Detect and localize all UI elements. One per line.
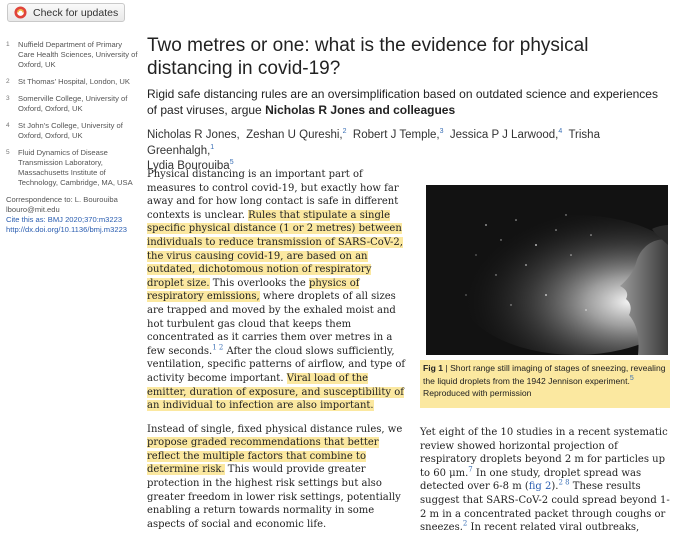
affiliation-2 [6,77,138,87]
highlight: physics of respiratory emissions, [147,277,360,303]
affiliation-text: Fluid Dynamics of Disease Transmission Laboratory, Massachusetts Institute of Technology, Cambridge, MA, USA [18,148,133,187]
author-name[interactable]: Zeshan U Qureshi, [246,129,343,141]
affiliation-5 [6,148,138,188]
check-for-updates-label: Check for updates [33,6,119,19]
body-paragraph [147,423,408,532]
text-run: Instead of single, fixed physical distance rules, we [147,423,403,435]
reference-link[interactable]: 1 2 [212,343,224,352]
highlight: propose graded recommendations that better reflect the multiple factors that combine to determine risk. [147,437,379,476]
affiliation-number: 3 [6,95,10,102]
text-run: These results suggest that SARS-CoV-2 could spread beyond 1-2 m in a concentrated packet through coughs or sneezes. [420,481,670,534]
text-run: This would provide greater protection in the highest risk settings but also greater freedom in lower risk settings, potentially enabling a return towards normality in some aspects of social and economic life. [147,464,401,530]
affiliation-3 [6,94,138,114]
body-column-right [420,426,670,535]
standfirst-authors: Nicholas R Jones and colleagues [265,103,456,117]
affiliation-text: Somerville College, University of Oxford, Oxford, UK [18,94,128,113]
highlight: Rules that stipulate a single specific physical distance (1 or 2 metres) between individuals to reduce transmission of SARS-CoV-2, the virus causing covid-19, are based on an outdated, dichotomous notion of respiratory droplet size. [147,209,403,289]
reference-link[interactable]: 7 [468,465,473,474]
author-name[interactable]: Lydia Bourouiba [147,160,230,172]
author-affiliation-ref: 1 [210,143,215,151]
caption-text: Short range still imaging of stages of sneezing, revealing the liquid droplets from the 1942 Jennison experiment. [423,363,666,386]
standfirst-text: Rigid safe distancing rules are an oversimplification based on outdated science and experiences of past viruses, argue [147,87,658,117]
affiliation-text: St Thomas' Hospital, London, UK [18,77,130,86]
author-name[interactable]: Jessica P J Larwood, [449,129,559,141]
author-affiliation-ref: 4 [558,128,563,136]
reference-link[interactable]: 2 [462,519,468,528]
affiliation-text: Nuffield Department of Primary Care Health Sciences, University of Oxford, UK [18,40,138,69]
body-paragraph [147,168,408,413]
text-run: This overlooks the [209,277,309,289]
citation-link[interactable]: Cite this as: BMJ 2020;370:m3223 [6,215,123,224]
text-run: where droplets of all sizes are trapped and moved by the exhaled moist and hot turbulent gas cloud that keeps them concentrated as it carries them over metres in a few seconds. [147,291,396,357]
affiliation-number: 4 [6,122,10,129]
author-affiliation-ref: 2 [342,128,347,136]
affiliation-text: St John's College, University of Oxford, Oxford, UK [18,121,123,140]
doi-link[interactable]: http://dx.doi.org/10.1136/bmj.m3223 [6,225,128,234]
affiliation-4 [6,121,138,141]
update-badge-icon [14,6,27,19]
body-column-left [147,168,408,531]
text-run: Yet eight of the 10 studies in a recent systematic review showed horizontal projection of respiratory droplets beyond 2 m for particles up to 60 μm. [420,427,668,479]
figure-sneeze-image [426,185,668,355]
reference-link[interactable]: 2 8 [558,479,570,488]
figure-caption: Fig 1 | Short range still imaging of stages of sneezing, revealing the liquid droplets from the 1942 Jennison experiment.$^5$ Reproduced with permission [420,360,670,408]
affiliation-number: 5 [6,149,10,156]
reference-link[interactable]: 5 [629,374,634,382]
author-name[interactable]: Trisha Greenhalgh, [147,129,600,157]
highlight: Viral load of the emitter, duration of exposure, and susceptibility of an individual to infection are also important. [147,372,404,412]
affiliation-number: 2 [6,78,10,85]
author-name[interactable]: Nicholas R Jones, [147,129,240,141]
check-for-updates-button[interactable] [7,3,125,22]
text-run: After the cloud slows sufficiently, ventilation, specific patterns of airflow, and type of activity become important. [147,345,406,384]
caption-permission: Reproduced with permission [423,388,532,398]
figure-link[interactable]: fig 2 [528,481,552,493]
author-affiliation-ref: 3 [439,128,444,136]
text-run: In recent related viral outbreaks, [467,522,640,534]
affiliation-number: 1 [6,41,10,48]
correspondence: Correspondence to: L. Bourouiba lbouro@mit.edu [6,195,118,214]
text-run: In one study, droplet spread was detected over 6-8 m ( [420,467,642,493]
text-run: ). [551,481,559,493]
body-paragraph [420,426,670,535]
sneeze-photo-illustration [426,185,668,355]
author-name[interactable]: Robert J Temple, [352,129,440,141]
standfirst [147,86,667,118]
article-title: Two metres or one: what is the evidence for physical distancing in covid-19? [147,35,589,79]
affiliations-sidebar [6,40,138,235]
affiliation-1 [6,40,138,70]
author-affiliation-ref: 5 [229,159,234,167]
text-run: Physical distancing is an important part of measures to control covid-19, but exactly how far away and for how long contact is safe in different contexts is unclear. [147,169,399,221]
figure-label: Fig 1 [423,363,444,373]
